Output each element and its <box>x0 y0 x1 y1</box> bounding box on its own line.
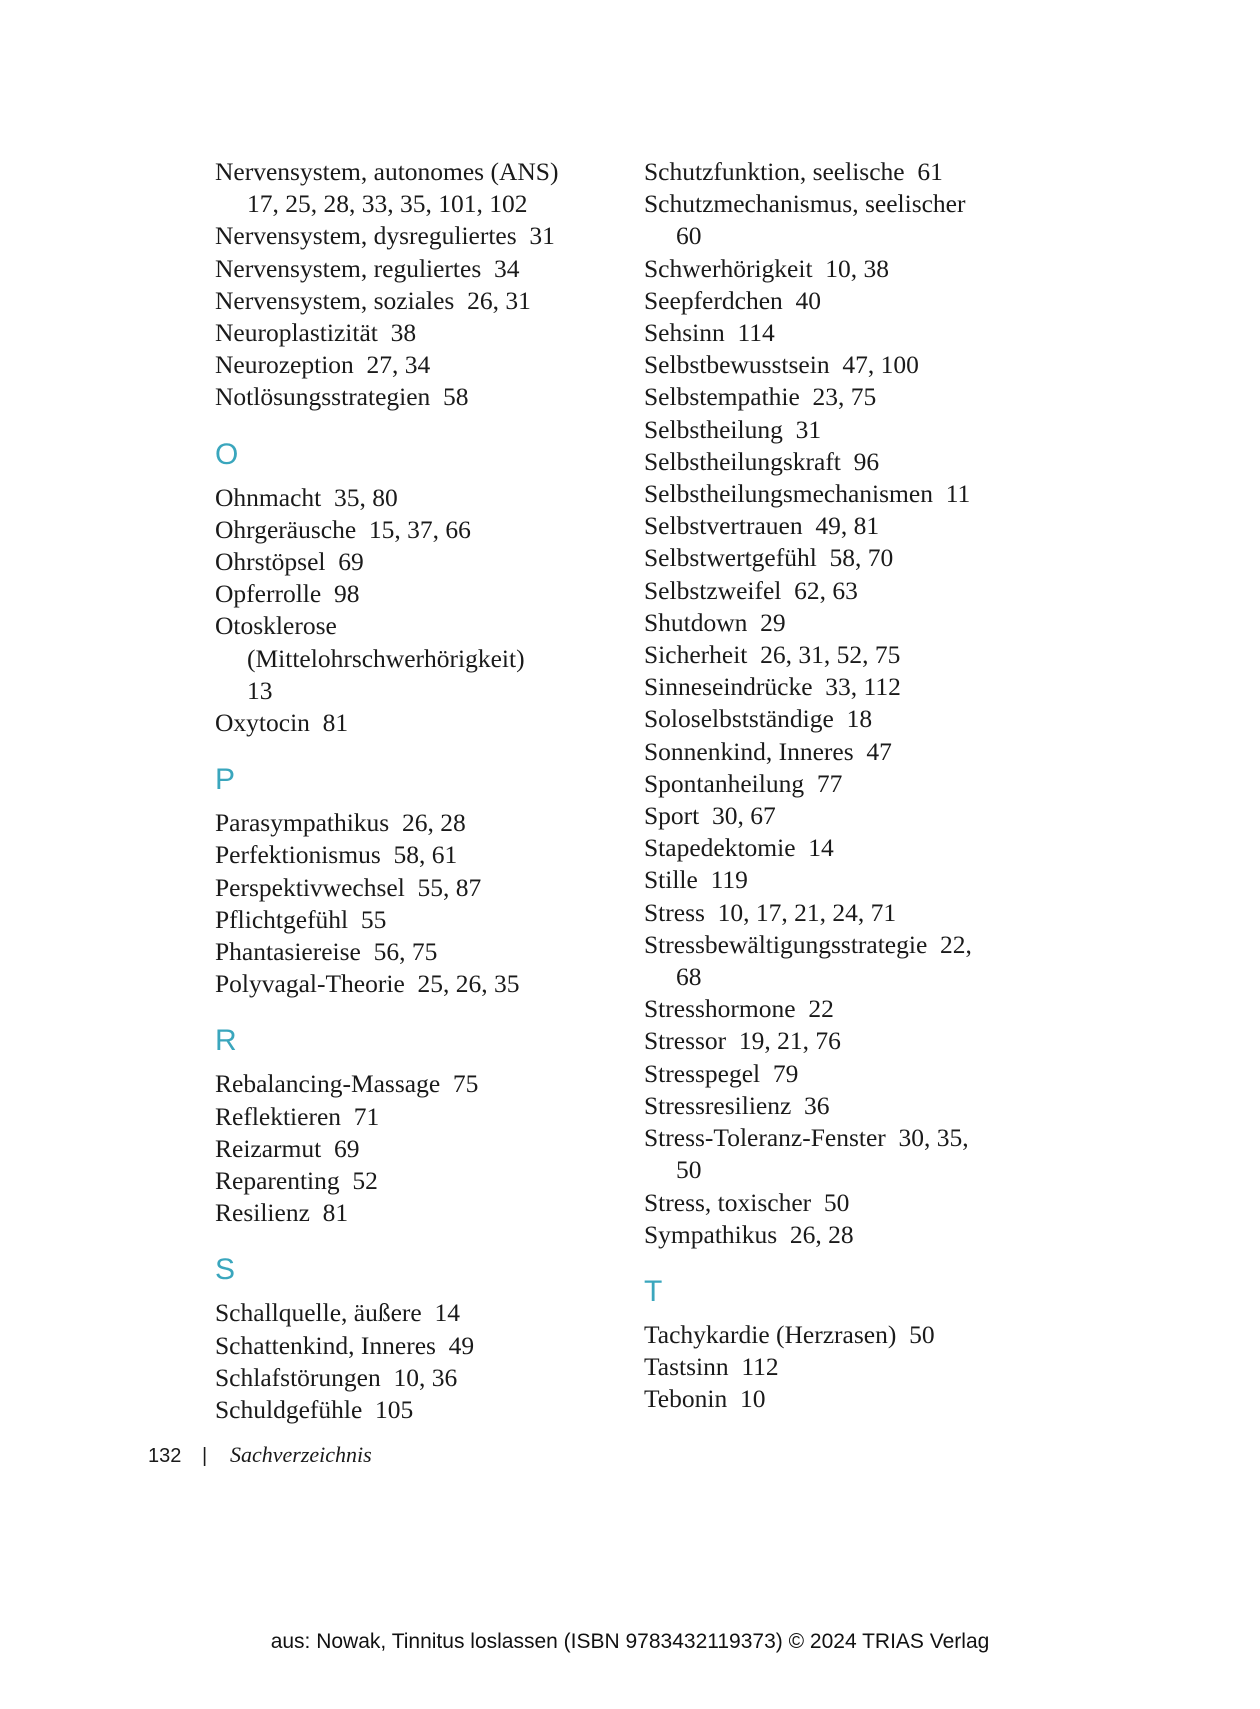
index-entry: Selbstzweifel 62, 63 <box>644 575 858 605</box>
index-entry: Tastsinn 112 <box>644 1352 779 1382</box>
index-entry: Perspektivwechsel 55, 87 <box>215 872 482 902</box>
index-entry: Sicherheit 26, 31, 52, 75 <box>644 640 901 670</box>
index-letter-heading: R <box>215 1024 238 1058</box>
index-entry: Nervensystem, dysreguliertes 31 <box>215 221 555 251</box>
index-letter-heading: P <box>215 763 236 797</box>
index-entry: Opferrolle 98 <box>215 579 360 609</box>
index-entry-continuation: 60 <box>676 221 702 251</box>
index-entry: Stresspegel 79 <box>644 1058 799 1088</box>
index-entry: Selbstbewusstsein 47, 100 <box>644 350 919 380</box>
index-entry: Sehsinn 114 <box>644 318 775 348</box>
index-entry: Pflichtgefühl 55 <box>215 904 387 934</box>
index-columns <box>215 156 1015 1426</box>
section-label: Sachverzeichnis <box>230 1442 372 1467</box>
index-entry: Stressresilienz 36 <box>644 1090 830 1120</box>
index-entry: Schattenkind, Inneres 49 <box>215 1330 475 1360</box>
index-entry: Ohrgeräusche 15, 37, 66 <box>215 514 471 544</box>
index-entry: Notlösungsstrategien 58 <box>215 382 469 412</box>
index-entry: Selbstheilung 31 <box>644 414 822 444</box>
index-letter-heading: S <box>215 1253 236 1287</box>
index-entry-continuation: 68 <box>676 962 702 992</box>
index-entry: Oxytocin 81 <box>215 708 349 738</box>
index-entry: Sonnenkind, Inneres 47 <box>644 736 892 766</box>
index-entry: Schwerhörigkeit 10, 38 <box>644 253 890 283</box>
index-entry: Seepferdchen 40 <box>644 285 822 315</box>
index-entry: Rebalancing-Massage 75 <box>215 1069 479 1099</box>
index-letter-heading: O <box>215 437 239 471</box>
index-entry: Phantasiereise 56, 75 <box>215 937 438 967</box>
index-entry: Tachykardie (Herzrasen) 50 <box>644 1319 935 1349</box>
index-entry: Perfektionismus 58, 61 <box>215 840 458 870</box>
index-entry-continuation: 17, 25, 28, 33, 35, 101, 102 <box>247 189 528 219</box>
index-entry: Ohrstöpsel 69 <box>215 547 364 577</box>
index-entry: Stressor 19, 21, 76 <box>644 1026 841 1056</box>
index-entry: Nervensystem, reguliertes 34 <box>215 253 520 283</box>
index-entry: Schlafstörungen 10, 36 <box>215 1362 458 1392</box>
index-entry: Sympathikus 26, 28 <box>644 1219 854 1249</box>
index-entry: Parasympathikus 26, 28 <box>215 808 466 838</box>
index-entry: Reflektieren 71 <box>215 1101 380 1131</box>
page-number: 132 <box>148 1445 182 1467</box>
index-entry: Reparenting 52 <box>215 1166 378 1196</box>
index-entry: Selbstvertrauen 49, 81 <box>644 511 880 541</box>
index-entry: Stille 119 <box>644 865 748 895</box>
index-letter-heading: T <box>644 1274 663 1308</box>
index-column <box>215 156 586 1426</box>
index-entry: Stresshormone 22 <box>644 994 834 1024</box>
index-entry: Sinneseindrücke 33, 112 <box>644 672 901 702</box>
index-entry: Selbstwertgefühl 58, 70 <box>644 543 894 573</box>
index-entry: Stapedektomie 14 <box>644 833 834 863</box>
index-entry-continuation: 50 <box>676 1155 702 1185</box>
index-entry: Otosklerose <box>215 611 337 641</box>
index-entry: Ohnmacht 35, 80 <box>215 482 398 512</box>
index-entry: Sport 30, 67 <box>644 801 776 831</box>
index-entry-continuation: (Mittelohrschwerhörigkeit) <box>247 643 525 673</box>
index-entry: Resilienz 81 <box>215 1198 349 1228</box>
index-entry: Selbstheilungskraft 96 <box>644 446 880 476</box>
index-entry: Spontanheilung 77 <box>644 768 843 798</box>
index-entry: Selbstheilungsmechanismen 11 <box>644 479 971 509</box>
index-entry: Shutdown 29 <box>644 607 786 637</box>
index-entry: Tebonin 10 <box>644 1384 766 1414</box>
index-entry: Schallquelle, äußere 14 <box>215 1298 460 1328</box>
index-entry: Nervensystem, autonomes (ANS) <box>215 157 559 186</box>
index-entry: Reizarmut 69 <box>215 1133 360 1163</box>
index-entry: Neuroplastizität 38 <box>215 318 417 348</box>
index-entry: Stress 10, 17, 21, 24, 71 <box>644 897 897 927</box>
index-entry: Stress, toxischer 50 <box>644 1187 850 1217</box>
index-entry: Schuldgefühle 105 <box>215 1395 414 1425</box>
index-entry-continuation: 13 <box>247 675 273 705</box>
index-entry: Schutzmechanismus, seelischer <box>644 189 966 219</box>
footer-separator: | <box>202 1445 208 1467</box>
index-column <box>644 156 1015 1426</box>
index-entry: Neurozeption 27, 34 <box>215 350 431 380</box>
page-footer <box>148 1442 372 1468</box>
index-entry: Soloselbstständige 18 <box>644 704 873 734</box>
source-credit-line: aus: Nowak, Tinnitus loslassen (ISBN 9783432119373) © 2024 TRIAS Verlag <box>270 1630 990 1653</box>
index-entry: Stress-Toleranz-Fenster 30, 35, <box>644 1123 969 1153</box>
index-entry: Nervensystem, soziales 26, 31 <box>215 285 531 315</box>
index-entry: Stressbewältigungsstrategie 22, <box>644 929 972 959</box>
index-entry: Schutzfunktion, seelische 61 <box>644 157 943 186</box>
index-entry: Selbstempathie 23, 75 <box>644 382 877 412</box>
index-entry: Polyvagal-Theorie 25, 26, 35 <box>215 969 520 999</box>
